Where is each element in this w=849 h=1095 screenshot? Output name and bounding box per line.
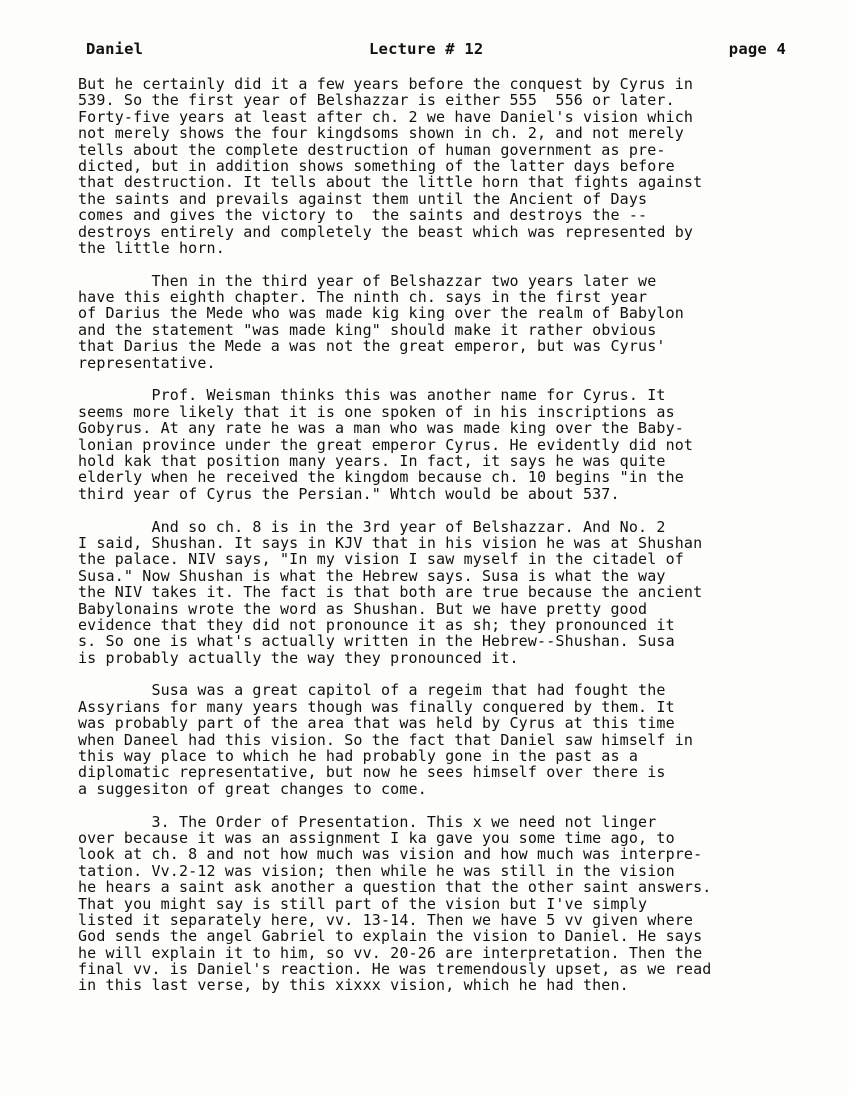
paragraph [78, 682, 778, 797]
text-line: the little horn. [78, 238, 225, 257]
text-line: 539. So the first year of Belshazzar is either 555 556 or later. [78, 91, 675, 110]
text-line: Gobyrus. At any rate he was a man who was made king over the Baby- [78, 419, 684, 438]
text-line: Assyrians for many years though was finally conquered by them. It [78, 697, 675, 716]
text-line: comes and gives the victory to the saints and destroys the -- [78, 206, 648, 225]
text-line: Susa was a great capitol of a regeim that had fought the [78, 681, 666, 700]
text-line: hold kak that position many years. In fact, it says he was quite [78, 451, 666, 470]
paragraph [78, 273, 778, 371]
text-line: over because it was an assignment I ka gave you some time ago, to [78, 828, 675, 847]
text-line: and the statement "was made king" should make it rather obvious [78, 320, 657, 339]
text-line: a suggesiton of great changes to come. [78, 779, 427, 798]
paragraph [78, 519, 778, 667]
text-line: not merely shows the four kingdsoms shown in ch. 2, and not merely [78, 124, 684, 143]
page-header [86, 40, 786, 62]
text-line: destroys entirely and completely the beast which was represented by [78, 222, 694, 241]
text-line: Then in the third year of Belshazzar two years later we [78, 271, 657, 290]
text-line: he will explain it to him, so vv. 20-26 are interpretation. Then the [78, 943, 703, 962]
text-line: evidence that they did not pronounce it as sh; they pronounced it [78, 615, 675, 634]
text-line: God sends the angel Gabriel to explain the vision to Daniel. He says [78, 927, 703, 946]
paragraph [78, 387, 778, 502]
text-line: 3. The Order of Presentation. This x we need not linger [78, 812, 657, 831]
lecture-body [78, 76, 778, 1010]
text-line: this way place to which he had probably gone in the past as a [78, 747, 639, 766]
header-book-title: Daniel [86, 40, 144, 58]
text-line: was probably part of the area that was held by Cyrus at this time [78, 714, 675, 733]
text-line: is probably actually the way they pronounced it. [78, 648, 519, 667]
text-line: Babylonains wrote the word as Shushan. But we have pretty good [78, 599, 648, 618]
text-line: representative. [78, 353, 216, 372]
text-line: Forty-five years at least after ch. 2 we have Daniel's vision which [78, 107, 694, 126]
text-line: Prof. Weisman thinks this was another name for Cyrus. It [78, 386, 666, 405]
text-line: And so ch. 8 is in the 3rd year of Belshazzar. And No. 2 [78, 517, 666, 536]
text-line: lonian province under the great emperor Cyrus. He evidently did not [78, 435, 694, 454]
text-line: look at ch. 8 and not how much was vision and how much was interpre- [78, 845, 703, 864]
text-line: that destruction. It tells about the little horn that fights against [78, 173, 703, 192]
text-line: of Darius the Mede who was made kig king over the realm of Babylon [78, 304, 684, 323]
text-line: elderly when he received the kingdom because ch. 10 begins "in the [78, 468, 684, 487]
text-line: that Darius the Mede a was not the great emperor, but was Cyrus' [78, 337, 666, 356]
text-line: the NIV takes it. The fact is that both are true because the ancient [78, 583, 703, 602]
text-line: diplomatic representative, but now he sees himself over there is [78, 763, 666, 782]
header-lecture-number: Lecture # 12 [369, 40, 484, 58]
text-line: listed it separately here, vv. 13-14. Then we have 5 vv given where [78, 910, 694, 929]
text-line: he hears a saint ask another a question that the other saint answers. [78, 878, 712, 897]
text-line: Susa." Now Shushan is what the Hebrew says. Susa is what the way [78, 566, 666, 585]
text-line: s. So one is what's actually written in the Hebrew--Shushan. Susa [78, 632, 675, 651]
text-line: final vv. is Daniel's reaction. He was tremendously upset, as we read [78, 960, 712, 979]
text-line: have this eighth chapter. The ninth ch. says in the first year [78, 288, 648, 307]
text-line: I said, Shushan. It says in KJV that in his vision he was at Shushan [78, 533, 703, 552]
paragraph [78, 814, 778, 994]
text-line: That you might say is still part of the vision but I've simply [78, 894, 648, 913]
text-line: dicted, but in addition shows something of the latter days before [78, 156, 675, 175]
paragraph [78, 76, 778, 256]
text-line: the saints and prevails against them until the Ancient of Days [78, 189, 648, 208]
text-line: seems more likely that it is one spoken of in his inscriptions as [78, 402, 675, 421]
text-line: when Daneel had this vision. So the fact that Daniel saw himself in [78, 730, 694, 749]
text-line: in this last verse, by this xixxx vision, which he had then. [78, 976, 629, 995]
header-page-number: page 4 [728, 40, 786, 58]
text-line: the palace. NIV says, "In my vision I saw myself in the citadel of [78, 550, 684, 569]
text-line: third year of Cyrus the Persian." Whtch would be about 537. [78, 484, 620, 503]
text-line: But he certainly did it a few years before the conquest by Cyrus in [78, 75, 694, 93]
text-line: tells about the complete destruction of human government as pre- [78, 140, 666, 159]
text-line: tation. Vv.2-12 was vision; then while he was still in the vision [78, 861, 675, 880]
